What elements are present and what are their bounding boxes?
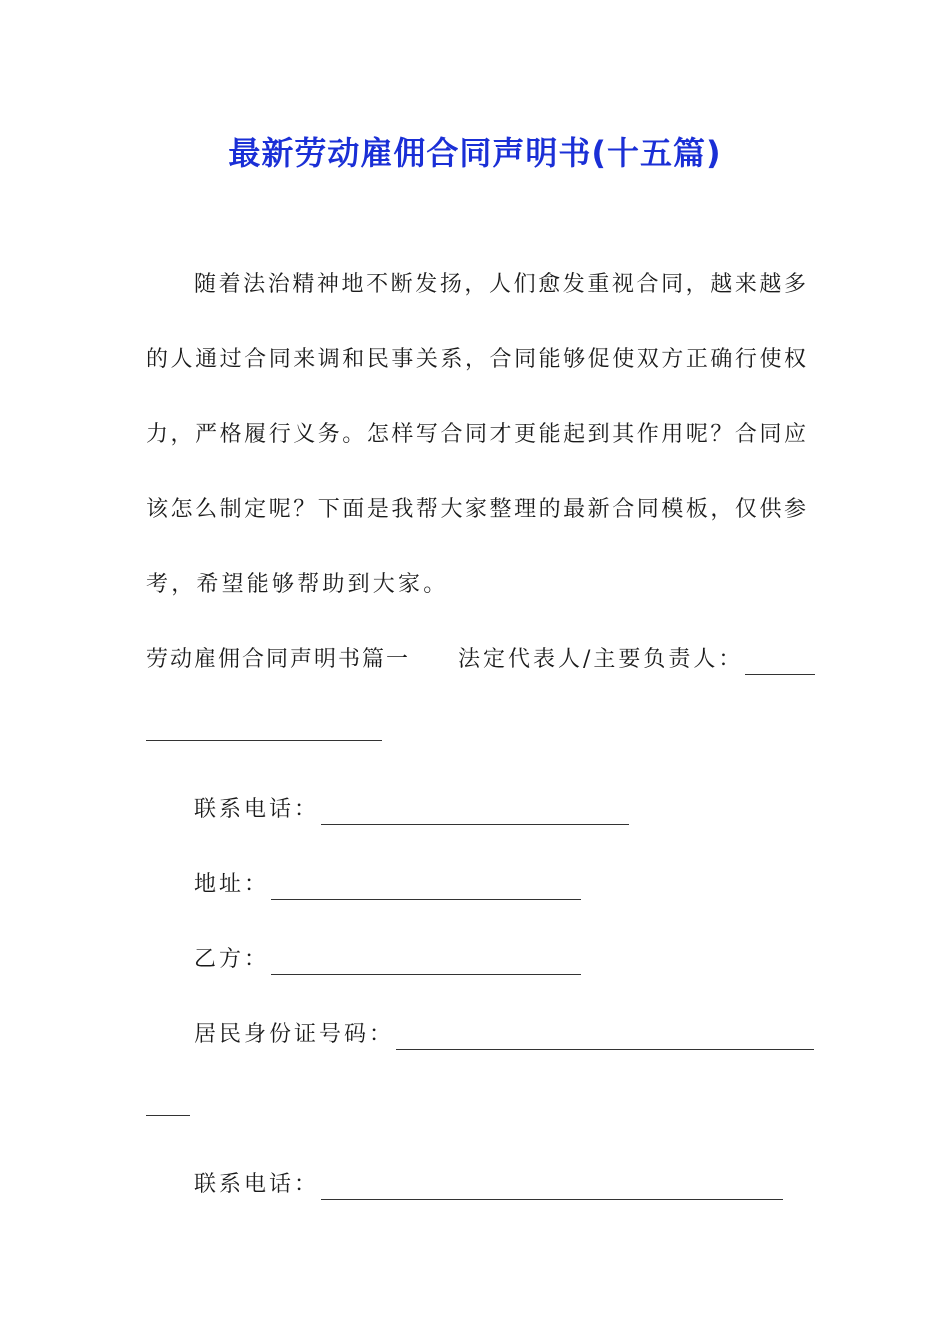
address-blank [271, 877, 581, 900]
legal-rep-field [458, 645, 815, 675]
legal-rep-blank-continued [146, 740, 382, 741]
legal-rep-label: 法定代表人/主要负责人： [458, 647, 744, 672]
document-title: 最新劳动雇佣合同声明书(十五篇) [228, 134, 722, 172]
intro-line-1: 随着法治精神地不断发扬，人们愈发重视合同，越来越多 [194, 272, 806, 297]
section-heading: 劳动雇佣合同声明书篇一 [146, 647, 411, 672]
intro-line-2: 的人通过合同来调和民事关系，合同能够促使双方正确行使权 [146, 347, 806, 372]
intro-line-5: 考，希望能够帮助到大家。 [146, 572, 449, 597]
phone-label-1: 联系电话： [194, 797, 320, 822]
id-number-field [194, 1020, 814, 1050]
party-b-blank [271, 952, 581, 975]
phone-field-2 [194, 1170, 783, 1200]
intro-line-4: 该怎么制定呢？下面是我帮大家整理的最新合同模板，仅供参 [146, 497, 806, 522]
phone-field-1 [194, 795, 629, 825]
phone-blank-2 [321, 1177, 783, 1200]
legal-rep-blank [745, 652, 815, 675]
party-b-field [194, 945, 581, 975]
id-number-label: 居民身份证号码： [194, 1022, 395, 1047]
id-number-blank-continued [146, 1115, 190, 1116]
party-b-label: 乙方： [194, 947, 270, 972]
intro-line-3: 力，严格履行义务。怎样写合同才更能起到其作用呢？合同应 [146, 422, 806, 447]
phone-blank-1 [321, 802, 629, 825]
phone-label-2: 联系电话： [194, 1172, 320, 1197]
address-field [194, 870, 581, 900]
address-label: 地址： [194, 872, 270, 897]
id-number-blank [396, 1027, 814, 1050]
